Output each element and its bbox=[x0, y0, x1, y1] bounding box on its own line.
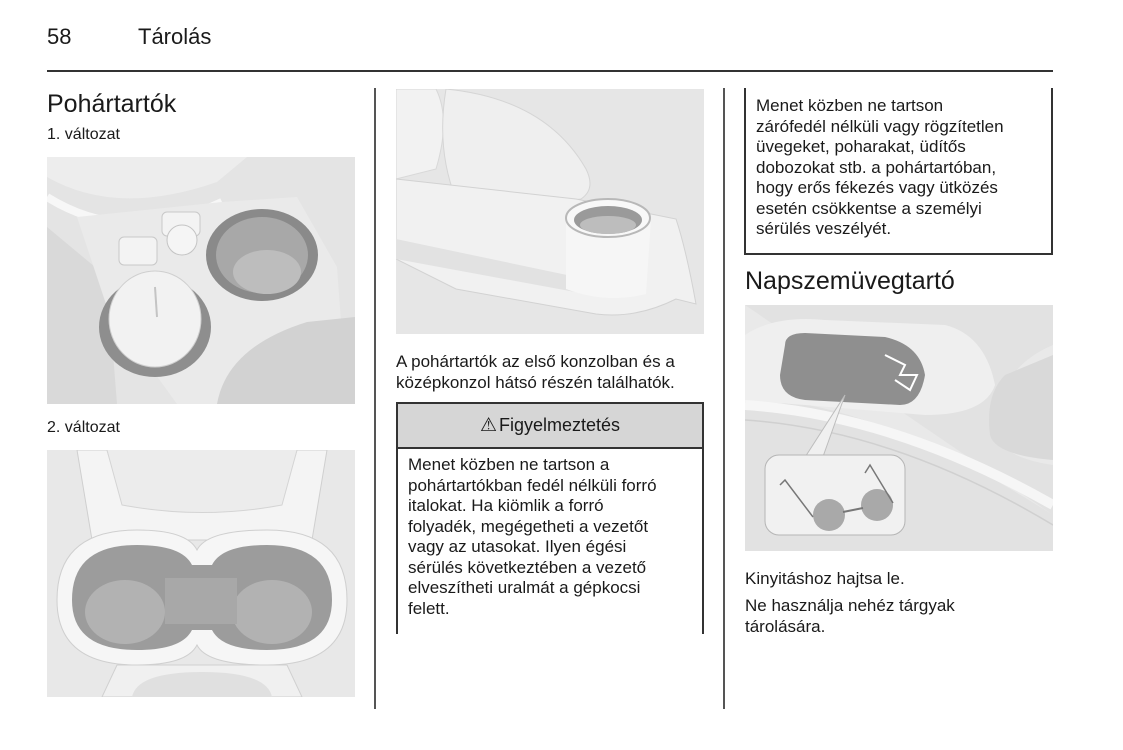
warning-title: Figyelmeztetés bbox=[499, 415, 621, 435]
paragraph-line: A pohártartók az első konzolban és a bbox=[396, 352, 675, 371]
warning-box bbox=[396, 402, 704, 634]
double-cupholder-figure bbox=[47, 450, 355, 697]
note-line: tárolására. bbox=[745, 616, 826, 636]
warning-line: folyadék, megégetheti a vezetőt bbox=[408, 516, 649, 536]
column-divider-right bbox=[723, 88, 725, 709]
warning-line: Menet közben ne tartson a bbox=[408, 455, 610, 474]
section-title: Tárolás bbox=[138, 24, 212, 49]
front-console-cupholders-illustration bbox=[47, 157, 355, 404]
warning-line: hogy erős fékezés vagy ütközés bbox=[756, 178, 998, 197]
warning-line: üvegeket, poharakat, üdítős bbox=[756, 137, 966, 156]
warning-header bbox=[398, 404, 702, 449]
sunglasses-holder-figure bbox=[745, 305, 1053, 551]
variant1-label: 1. változat bbox=[47, 126, 120, 143]
rear-console-cupholder-illustration bbox=[396, 89, 704, 334]
heavy-objects-note bbox=[745, 596, 955, 637]
warning-triangle-icon: ⚠ bbox=[479, 415, 497, 436]
warning-continued-box bbox=[744, 88, 1053, 255]
page-number: 58 bbox=[47, 24, 72, 49]
warning-line: sérülés veszélyét. bbox=[756, 219, 892, 238]
header-rule bbox=[47, 70, 1053, 72]
warning-line: Menet közben ne tartson bbox=[756, 96, 944, 115]
warning-line: pohártartókban fedél nélküli forró bbox=[408, 475, 657, 495]
warning-line: esetén csökkentse a személyi bbox=[756, 198, 982, 218]
cupholders-heading: Pohártartók bbox=[47, 90, 177, 118]
sunglasses-holder-illustration bbox=[745, 305, 1053, 551]
warning-body bbox=[398, 449, 702, 619]
warning-line: felett. bbox=[408, 598, 450, 618]
double-cupholder-illustration bbox=[47, 450, 355, 697]
sunglasses-holder-heading: Napszemüvegtartó bbox=[745, 267, 955, 295]
warning-line: italokat. Ha kiömlik a forró bbox=[408, 496, 604, 515]
warning-line: elveszítheti uralmát a gépkocsi bbox=[408, 578, 641, 597]
warning-line: dobozokat stb. a pohártartóban, bbox=[756, 157, 997, 177]
paragraph-line: középkonzol hátsó részén találhatók. bbox=[396, 372, 675, 392]
cupholders-location-paragraph bbox=[396, 352, 675, 393]
warning-line: zárófedél nélküli vagy rögzítetlen bbox=[756, 116, 1004, 136]
column-divider-left bbox=[374, 88, 376, 709]
warning-line: sérülés következtében a vezető bbox=[408, 557, 647, 577]
warning-line: vagy az utasokat. Ilyen égési bbox=[408, 537, 627, 556]
note-line: Ne használja nehéz tárgyak bbox=[745, 596, 955, 615]
rear-console-cupholder-figure bbox=[396, 89, 704, 334]
open-instruction: Kinyitáshoz hajtsa le. bbox=[745, 569, 905, 588]
front-console-cupholders-figure bbox=[47, 157, 355, 404]
variant2-label: 2. változat bbox=[47, 419, 120, 436]
